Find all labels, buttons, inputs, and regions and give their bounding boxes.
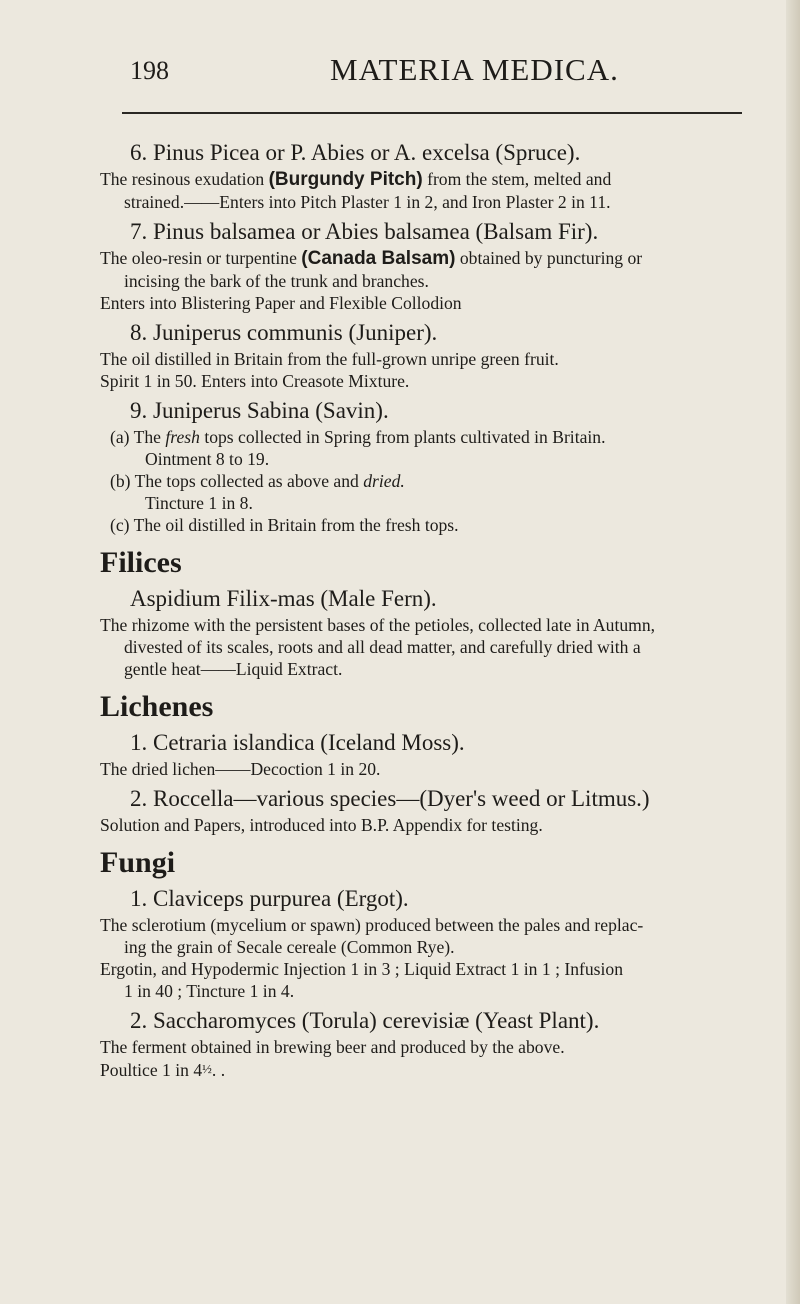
entry-heading-spruce: 6. Pinus Picea or P. Abies or A. excelsa (Spruce). [130, 140, 581, 165]
text-fragment: from the stem, melted and [422, 169, 612, 189]
text-fragment: The resinous exudation [100, 169, 269, 189]
sub-label: (a) [110, 427, 130, 447]
entry-body-iceland-moss: The dried lichen——Decoction 1 in 20. [100, 759, 381, 779]
text-line: Enters into Blistering Paper and Flexible Collodion [100, 293, 462, 313]
text-fragment: The oleo-resin or turpentine [100, 248, 302, 268]
text-line: gentle heat——Liquid Extract. [124, 659, 343, 679]
entry-heading-iceland-moss: 1. Cetraria islandica (Iceland Moss). [130, 730, 465, 755]
text-line: divested of its scales, roots and all dead matter, and carefully dried with a [124, 637, 641, 657]
section-heading-fungi: Fungi [100, 846, 176, 879]
product-name: (Canada Balsam) [301, 248, 456, 269]
entry-heading-yeast: 2. Saccharomyces (Torula) cerevisiæ (Yeast Plant). [130, 1008, 600, 1033]
section-heading-lichenes: Lichenes [100, 690, 214, 723]
entry-body-male-fern [100, 614, 760, 680]
text-line: Ergotin, and Hypodermic Injection 1 in 3 ; Liquid Extract 1 in 1 ; Infusion [100, 959, 623, 979]
entry-heading-ergot: 1. Claviceps purpurea (Ergot). [130, 886, 409, 911]
text-line: The rhizome with the persistent bases of the petioles, collected late in Autumn, [100, 615, 656, 635]
text-line: The sclerotium (mycelium or spawn) produced between the pales and replac- [100, 915, 644, 935]
text-line: Spirit 1 in 50. Enters into Creasote Mixture. [100, 371, 410, 391]
italic-text: dried. [363, 471, 405, 491]
page-edge-shadow [786, 0, 800, 1304]
text-fragment: . . [211, 1060, 226, 1080]
entry-heading-savin: 9. Juniperus Sabina (Savin). [130, 398, 389, 423]
entry-heading-roccella: 2. Roccella—various species—(Dyer's weed or Litmus.) [130, 786, 650, 811]
page-content [100, 134, 760, 1081]
sub-item-a [110, 426, 760, 470]
text-fragment: The oil distilled in Britain from the fresh tops. [129, 515, 459, 535]
page-header [130, 52, 750, 92]
product-name: (Burgundy Pitch) [268, 169, 423, 190]
text-line [100, 1058, 760, 1081]
sub-item-b [110, 470, 760, 514]
running-title: MATERIA MEDICA. [330, 52, 619, 87]
page-number: 198 [130, 56, 169, 85]
text-fragment: Poultice 1 in 4 [100, 1060, 203, 1080]
sub-label: (b) [110, 471, 131, 491]
entry-body-yeast [100, 1036, 760, 1081]
text-line: 1 in 40 ; Tincture 1 in 4. [124, 981, 295, 1001]
sub-label: (c) [110, 515, 130, 535]
text-fragment: The tops collected as above and [130, 471, 364, 491]
fraction: ½ [202, 1061, 212, 1076]
text-line: The oil distilled in Britain from the full-grown unripe green fruit. [100, 349, 559, 369]
entry-body-balsam-fir [100, 247, 760, 314]
sub-item-c [110, 514, 760, 536]
text-line: The ferment obtained in brewing beer and produced by the above. [100, 1037, 565, 1057]
italic-text: fresh [165, 427, 200, 447]
entry-body-juniper [100, 348, 760, 392]
text-fragment: tops collected in Spring from plants cultivated in Britain. [199, 427, 606, 447]
entry-body-spruce [100, 168, 760, 213]
header-rule [122, 112, 742, 114]
text-line: strained.——Enters into Pitch Plaster 1 in 2, and Iron Plaster 2 in 11. [124, 192, 611, 212]
text-line: Tincture 1 in 8. [145, 493, 253, 513]
entry-heading-juniper: 8. Juniperus communis (Juniper). [130, 320, 438, 345]
entry-heading-balsam-fir: 7. Pinus balsamea or Abies balsamea (Balsam Fir). [130, 219, 599, 244]
text-fragment: obtained by puncturing or [455, 248, 643, 268]
entry-heading-male-fern: Aspidium Filix-mas (Male Fern). [130, 586, 437, 611]
text-line: incising the bark of the trunk and branches. [124, 271, 429, 291]
text-fragment: The [129, 427, 166, 447]
entry-body-savin [100, 426, 760, 536]
text-line: Ointment 8 to 19. [145, 449, 270, 469]
text-line: ing the grain of Secale cereale (Common Rye). [124, 937, 455, 957]
section-heading-filices: Filices [100, 546, 182, 579]
entry-body-roccella: Solution and Papers, introduced into B.P. Appendix for testing. [100, 815, 543, 835]
entry-body-ergot [100, 914, 760, 1002]
